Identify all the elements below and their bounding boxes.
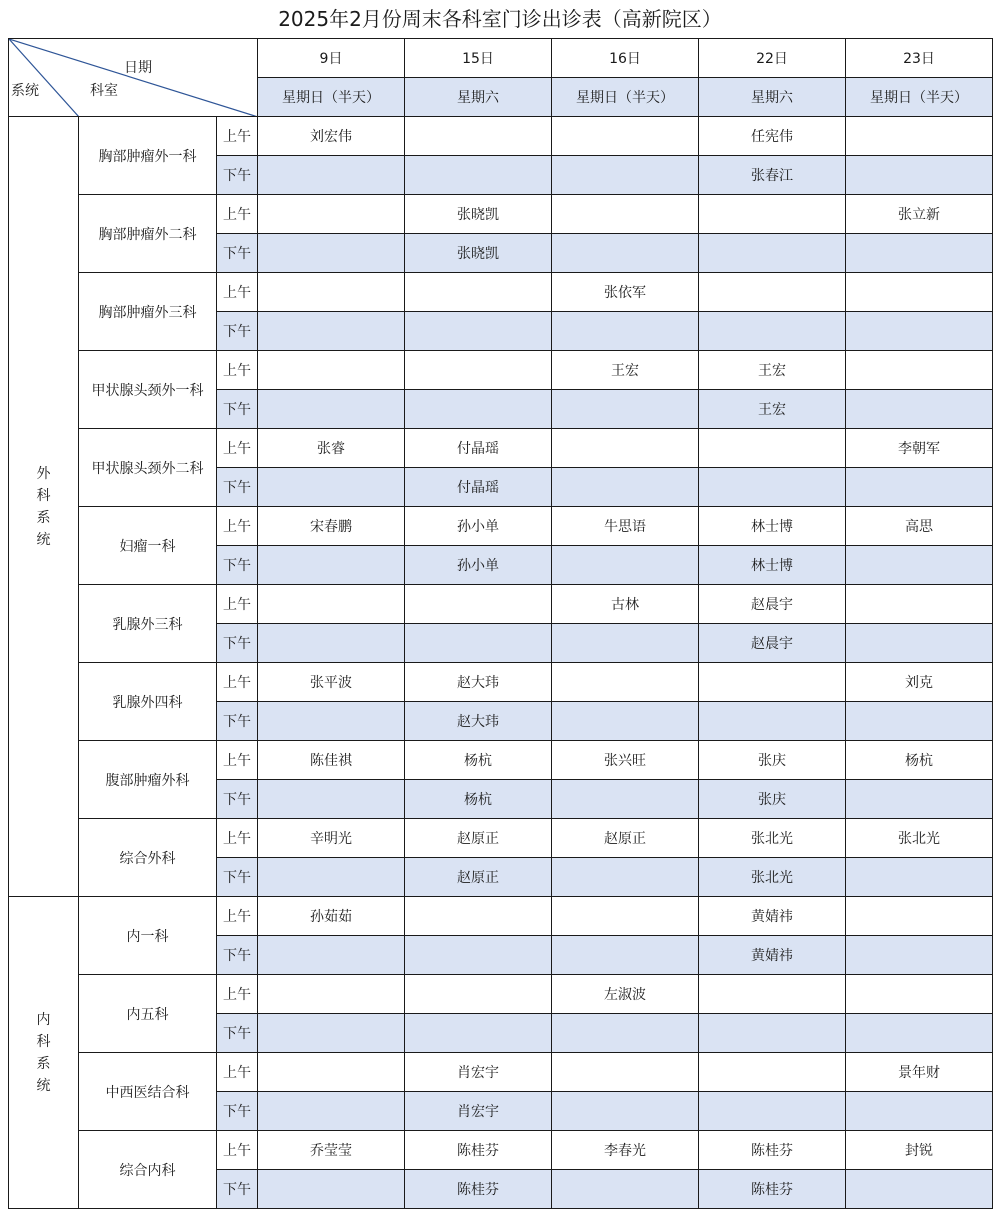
- weekday-header: 星期日（半天）: [846, 78, 993, 117]
- system-cell: [9, 897, 79, 1209]
- doctor-cell: [405, 975, 552, 1014]
- system-name-char: 统: [36, 531, 51, 548]
- system-name-char: 系: [36, 509, 51, 526]
- period-label-morning: 上午: [217, 273, 258, 312]
- doctor-cell: 辛明光: [258, 819, 405, 858]
- period-label-afternoon: 下午: [217, 468, 258, 507]
- period-label-morning: 上午: [217, 1053, 258, 1092]
- department-name: 腹部肿瘤外科: [79, 741, 217, 819]
- period-label-afternoon: 下午: [217, 312, 258, 351]
- doctor-cell: 赵晨宇: [699, 585, 846, 624]
- doctor-cell: [846, 1170, 993, 1209]
- period-label-afternoon: 下午: [217, 546, 258, 585]
- doctor-cell: 王宏: [699, 390, 846, 429]
- period-label-afternoon: 下午: [217, 156, 258, 195]
- doctor-cell: [846, 936, 993, 975]
- doctor-cell: [552, 780, 699, 819]
- doctor-cell: [258, 1053, 405, 1092]
- doctor-cell: [846, 546, 993, 585]
- doctor-cell: [552, 702, 699, 741]
- doctor-cell: 李朝军: [846, 429, 993, 468]
- period-label-morning: 上午: [217, 585, 258, 624]
- doctor-cell: [258, 1014, 405, 1053]
- doctor-cell: [405, 390, 552, 429]
- schedule-row-morning: [9, 507, 993, 546]
- doctor-cell: [258, 234, 405, 273]
- doctor-cell: 孙小单: [405, 507, 552, 546]
- doctor-cell: [846, 780, 993, 819]
- doctor-cell: [552, 936, 699, 975]
- doctor-cell: 赵大玮: [405, 702, 552, 741]
- doctor-cell: [846, 858, 993, 897]
- doctor-cell: [846, 702, 993, 741]
- weekday-header: 星期日（半天）: [552, 78, 699, 117]
- period-label-afternoon: 下午: [217, 780, 258, 819]
- period-label-afternoon: 下午: [217, 702, 258, 741]
- doctor-cell: [699, 975, 846, 1014]
- doctor-cell: [699, 429, 846, 468]
- doctor-cell: 张兴旺: [552, 741, 699, 780]
- doctor-cell: 张平波: [258, 663, 405, 702]
- doctor-cell: 景年财: [846, 1053, 993, 1092]
- doctor-cell: 黄婧祎: [699, 936, 846, 975]
- doctor-cell: [846, 390, 993, 429]
- system-name-char: 科: [36, 1033, 51, 1050]
- doctor-cell: 高思: [846, 507, 993, 546]
- doctor-cell: 张庆: [699, 780, 846, 819]
- doctor-cell: [846, 897, 993, 936]
- doctor-cell: [699, 468, 846, 507]
- department-name: 胸部肿瘤外二科: [79, 195, 217, 273]
- doctor-cell: 赵原正: [405, 819, 552, 858]
- schedule-row-morning: [9, 195, 993, 234]
- doctor-cell: 左淑波: [552, 975, 699, 1014]
- doctor-cell: [552, 897, 699, 936]
- doctor-cell: [405, 624, 552, 663]
- date-header: 22日: [699, 39, 846, 78]
- department-name: 妇瘤一科: [79, 507, 217, 585]
- doctor-cell: 任宪伟: [699, 117, 846, 156]
- doctor-cell: [846, 351, 993, 390]
- doctor-cell: 张睿: [258, 429, 405, 468]
- system-name-char: 外: [36, 465, 51, 482]
- doctor-cell: 林士博: [699, 546, 846, 585]
- doctor-cell: 张春江: [699, 156, 846, 195]
- doctor-cell: 王宏: [699, 351, 846, 390]
- period-label-morning: 上午: [217, 1131, 258, 1170]
- weekday-header: 星期六: [699, 78, 846, 117]
- doctor-cell: [552, 117, 699, 156]
- schedule-row-morning: [9, 1053, 993, 1092]
- department-name: 乳腺外四科: [79, 663, 217, 741]
- doctor-cell: [552, 1092, 699, 1131]
- doctor-cell: [258, 858, 405, 897]
- doctor-cell: [258, 156, 405, 195]
- doctor-cell: [846, 1014, 993, 1053]
- period-label-afternoon: 下午: [217, 1092, 258, 1131]
- doctor-cell: [552, 624, 699, 663]
- doctor-cell: [552, 468, 699, 507]
- doctor-cell: [846, 975, 993, 1014]
- department-name: 综合内科: [79, 1131, 217, 1209]
- doctor-cell: 古林: [552, 585, 699, 624]
- doctor-cell: 陈桂芬: [405, 1170, 552, 1209]
- doctor-cell: [552, 156, 699, 195]
- doctor-cell: [846, 624, 993, 663]
- system-name-char: 科: [36, 487, 51, 504]
- period-label-morning: 上午: [217, 507, 258, 546]
- period-label-morning: 上午: [217, 117, 258, 156]
- date-header: 9日: [258, 39, 405, 78]
- doctor-cell: [552, 858, 699, 897]
- period-label-morning: 上午: [217, 351, 258, 390]
- schedule-row-morning: [9, 663, 993, 702]
- doctor-cell: [846, 468, 993, 507]
- doctor-cell: 陈桂芬: [405, 1131, 552, 1170]
- doctor-cell: 乔莹莹: [258, 1131, 405, 1170]
- doctor-cell: [846, 273, 993, 312]
- doctor-cell: 赵晨宇: [699, 624, 846, 663]
- doctor-cell: 杨杭: [405, 741, 552, 780]
- doctor-cell: [699, 1092, 846, 1131]
- period-label-morning: 上午: [217, 195, 258, 234]
- period-label-afternoon: 下午: [217, 390, 258, 429]
- system-cell: [9, 117, 79, 897]
- doctor-cell: [405, 1014, 552, 1053]
- corner-dept-label: 科室: [90, 83, 118, 99]
- weekday-header: 星期日（半天）: [258, 78, 405, 117]
- doctor-cell: [699, 195, 846, 234]
- doctor-cell: [552, 546, 699, 585]
- department-name: 综合外科: [79, 819, 217, 897]
- period-label-morning: 上午: [217, 429, 258, 468]
- doctor-cell: [552, 312, 699, 351]
- doctor-cell: 付晶瑶: [405, 468, 552, 507]
- header-corner-cell: [9, 39, 258, 117]
- schedule-row-morning: [9, 975, 993, 1014]
- doctor-cell: [258, 624, 405, 663]
- doctor-cell: [699, 663, 846, 702]
- doctor-cell: 李春光: [552, 1131, 699, 1170]
- doctor-cell: 孙小单: [405, 546, 552, 585]
- department-name: 胸部肿瘤外一科: [79, 117, 217, 195]
- doctor-cell: 赵原正: [405, 858, 552, 897]
- schedule-row-morning: [9, 741, 993, 780]
- doctor-cell: 张依军: [552, 273, 699, 312]
- doctor-cell: 肖宏宇: [405, 1053, 552, 1092]
- weekday-header: 星期六: [405, 78, 552, 117]
- doctor-cell: [258, 273, 405, 312]
- doctor-cell: [405, 585, 552, 624]
- doctor-cell: [258, 936, 405, 975]
- schedule-table: [8, 38, 993, 1209]
- doctor-cell: 张晓凯: [405, 195, 552, 234]
- doctor-cell: [258, 351, 405, 390]
- doctor-cell: 王宏: [552, 351, 699, 390]
- corner-date-label: 日期: [124, 60, 152, 76]
- doctor-cell: 张庆: [699, 741, 846, 780]
- doctor-cell: 黄婧祎: [699, 897, 846, 936]
- doctor-cell: [699, 1014, 846, 1053]
- department-name: 中西医结合科: [79, 1053, 217, 1131]
- period-label-morning: 上午: [217, 897, 258, 936]
- doctor-cell: 杨杭: [405, 780, 552, 819]
- department-name: 内五科: [79, 975, 217, 1053]
- doctor-cell: [405, 936, 552, 975]
- doctor-cell: [846, 1092, 993, 1131]
- doctor-cell: [552, 195, 699, 234]
- period-label-morning: 上午: [217, 819, 258, 858]
- doctor-cell: [552, 1014, 699, 1053]
- doctor-cell: [552, 663, 699, 702]
- doctor-cell: [846, 585, 993, 624]
- doctor-cell: [552, 429, 699, 468]
- doctor-cell: [552, 234, 699, 273]
- doctor-cell: [846, 234, 993, 273]
- department-name: 甲状腺头颈外一科: [79, 351, 217, 429]
- doctor-cell: 张北光: [846, 819, 993, 858]
- doctor-cell: 陈桂芬: [699, 1131, 846, 1170]
- date-header: 15日: [405, 39, 552, 78]
- schedule-row-morning: [9, 585, 993, 624]
- period-label-morning: 上午: [217, 663, 258, 702]
- period-label-afternoon: 下午: [217, 1170, 258, 1209]
- doctor-cell: 张北光: [699, 858, 846, 897]
- system-name-char: 系: [36, 1055, 51, 1072]
- doctor-cell: 林士博: [699, 507, 846, 546]
- doctor-cell: [258, 195, 405, 234]
- doctor-cell: 宋春鹏: [258, 507, 405, 546]
- doctor-cell: 刘宏伟: [258, 117, 405, 156]
- doctor-cell: 张晓凯: [405, 234, 552, 273]
- date-header: 16日: [552, 39, 699, 78]
- doctor-cell: [405, 312, 552, 351]
- doctor-cell: [405, 156, 552, 195]
- doctor-cell: [258, 546, 405, 585]
- schedule-row-morning: [9, 1131, 993, 1170]
- doctor-cell: [846, 117, 993, 156]
- doctor-cell: 封锐: [846, 1131, 993, 1170]
- department-name: 甲状腺头颈外二科: [79, 429, 217, 507]
- doctor-cell: 杨杭: [846, 741, 993, 780]
- doctor-cell: [258, 702, 405, 741]
- doctor-cell: [846, 312, 993, 351]
- schedule-row-morning: [9, 897, 993, 936]
- doctor-cell: [699, 234, 846, 273]
- doctor-cell: 牛思语: [552, 507, 699, 546]
- doctor-cell: [846, 156, 993, 195]
- period-label-morning: 上午: [217, 741, 258, 780]
- doctor-cell: [552, 1170, 699, 1209]
- doctor-cell: [699, 1053, 846, 1092]
- system-name-char: 内: [36, 1011, 51, 1028]
- doctor-cell: [405, 273, 552, 312]
- period-label-afternoon: 下午: [217, 936, 258, 975]
- doctor-cell: 张立新: [846, 195, 993, 234]
- system-name-char: 统: [36, 1077, 51, 1094]
- doctor-cell: [258, 312, 405, 351]
- doctor-cell: 张北光: [699, 819, 846, 858]
- doctor-cell: 孙茹茹: [258, 897, 405, 936]
- department-name: 乳腺外三科: [79, 585, 217, 663]
- doctor-cell: [699, 702, 846, 741]
- doctor-cell: [405, 897, 552, 936]
- doctor-cell: [258, 585, 405, 624]
- schedule-row-morning: [9, 351, 993, 390]
- doctor-cell: 赵大玮: [405, 663, 552, 702]
- doctor-cell: [258, 780, 405, 819]
- doctor-cell: [552, 1053, 699, 1092]
- doctor-cell: [258, 1092, 405, 1131]
- corner-system-label: 系统: [11, 83, 39, 99]
- doctor-cell: 陈桂芬: [699, 1170, 846, 1209]
- doctor-cell: [699, 312, 846, 351]
- schedule-row-morning: [9, 273, 993, 312]
- doctor-cell: [405, 117, 552, 156]
- period-label-afternoon: 下午: [217, 624, 258, 663]
- doctor-cell: [258, 1170, 405, 1209]
- schedule-row-morning: [9, 429, 993, 468]
- page-title: 2025年2月份周末各科室门诊出诊表（高新院区）: [278, 7, 722, 31]
- doctor-cell: [699, 273, 846, 312]
- department-name: 胸部肿瘤外三科: [79, 273, 217, 351]
- period-label-morning: 上午: [217, 975, 258, 1014]
- period-label-afternoon: 下午: [217, 1014, 258, 1053]
- corner-diagonal-lines: [9, 39, 258, 117]
- doctor-cell: 肖宏宇: [405, 1092, 552, 1131]
- doctor-cell: 刘克: [846, 663, 993, 702]
- header-row-dates: [9, 39, 993, 78]
- doctor-cell: 陈佳祺: [258, 741, 405, 780]
- doctor-cell: [405, 351, 552, 390]
- doctor-cell: [552, 390, 699, 429]
- doctor-cell: 赵原正: [552, 819, 699, 858]
- schedule-row-morning: [9, 819, 993, 858]
- department-name: 内一科: [79, 897, 217, 975]
- doctor-cell: [258, 390, 405, 429]
- schedule-row-morning: [9, 117, 993, 156]
- doctor-cell: 付晶瑶: [405, 429, 552, 468]
- date-header: 23日: [846, 39, 993, 78]
- period-label-afternoon: 下午: [217, 858, 258, 897]
- doctor-cell: [258, 975, 405, 1014]
- period-label-afternoon: 下午: [217, 234, 258, 273]
- doctor-cell: [258, 468, 405, 507]
